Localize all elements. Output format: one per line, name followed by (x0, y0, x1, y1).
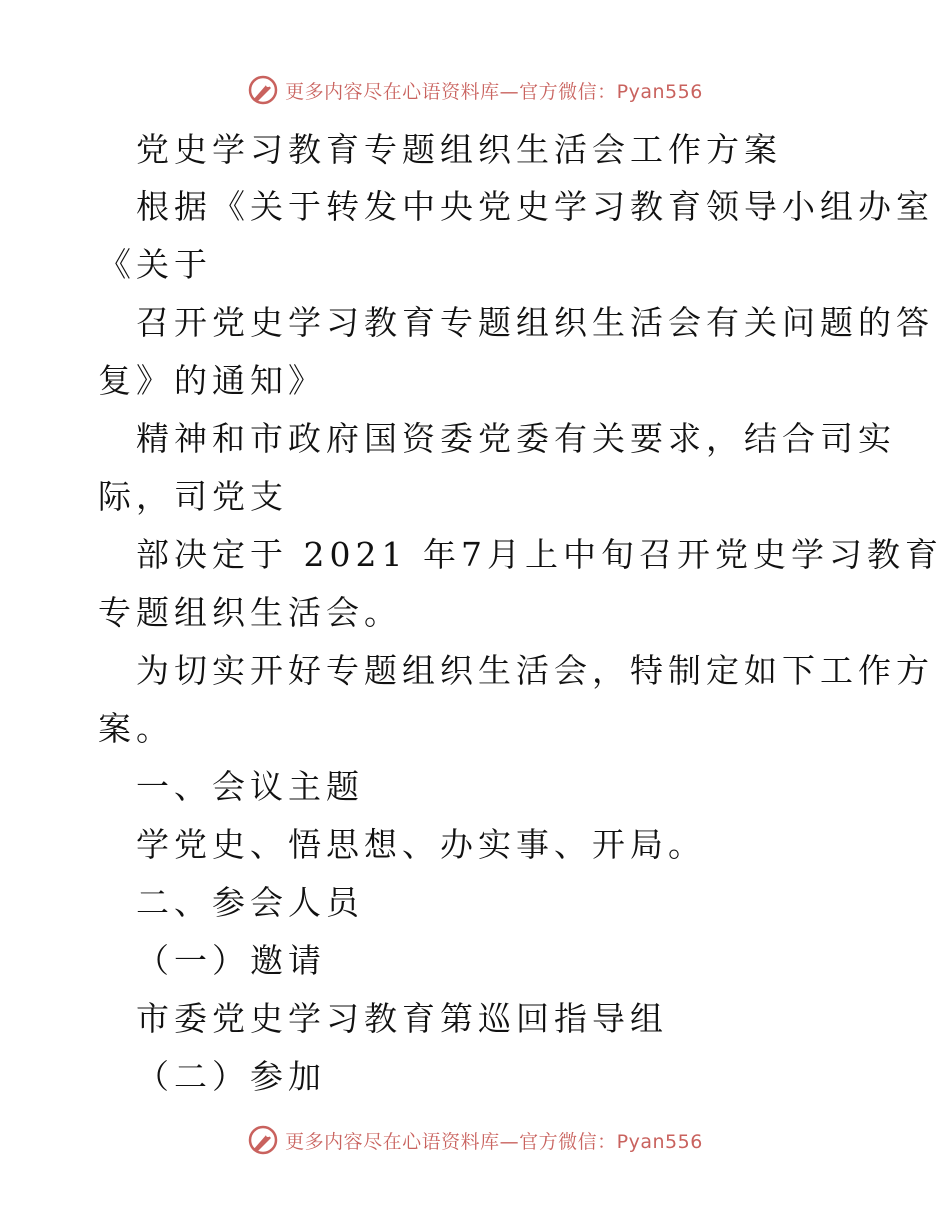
pen-nib-circle-icon (247, 1124, 279, 1156)
pen-nib-circle-icon (247, 74, 279, 106)
paragraph-line: 《关于 (98, 245, 212, 284)
document-title: 党史学习教育专题组织生活会工作方案 (136, 130, 782, 169)
watermark-text: 更多内容尽在心语资料库—官方微信：Pyan556 (285, 80, 703, 103)
paragraph-line: 学党史、悟思想、办实事、开局。 (136, 825, 706, 864)
paragraph-line: 际，司党支 (98, 477, 288, 516)
watermark-text: 更多内容尽在心语资料库—官方微信：Pyan556 (285, 1130, 703, 1153)
subsection-heading: （一）邀请 (136, 941, 326, 980)
paragraph-line: 复》的通知》 (98, 361, 326, 400)
section-heading: 一、会议主题 (136, 767, 364, 806)
paragraph-line: 召开党史学习教育专题组织生活会有关问题的答 (136, 303, 934, 342)
paragraph-line: 精神和市政府国资委党委有关要求，结合司实 (136, 419, 896, 458)
paragraph-line: 为切实开好专题组织生活会，特制定如下工作方 (136, 651, 934, 690)
paragraph-line: 市委党史学习教育第巡回指导组 (136, 999, 668, 1038)
watermark-header (0, 70, 950, 110)
paragraph-line: 部决定于 2021 年7月上中旬召开党史学习教育 (136, 535, 943, 574)
paragraph-line: 根据《关于转发中央党史学习教育领导小组办室 (136, 187, 934, 226)
paragraph-line: 专题组织生活会。 (98, 593, 402, 632)
section-heading: 二、参会人员 (136, 883, 364, 922)
subsection-heading: （二）参加 (136, 1057, 326, 1096)
paragraph-line: 案。 (98, 709, 174, 748)
watermark-footer (0, 1120, 950, 1160)
